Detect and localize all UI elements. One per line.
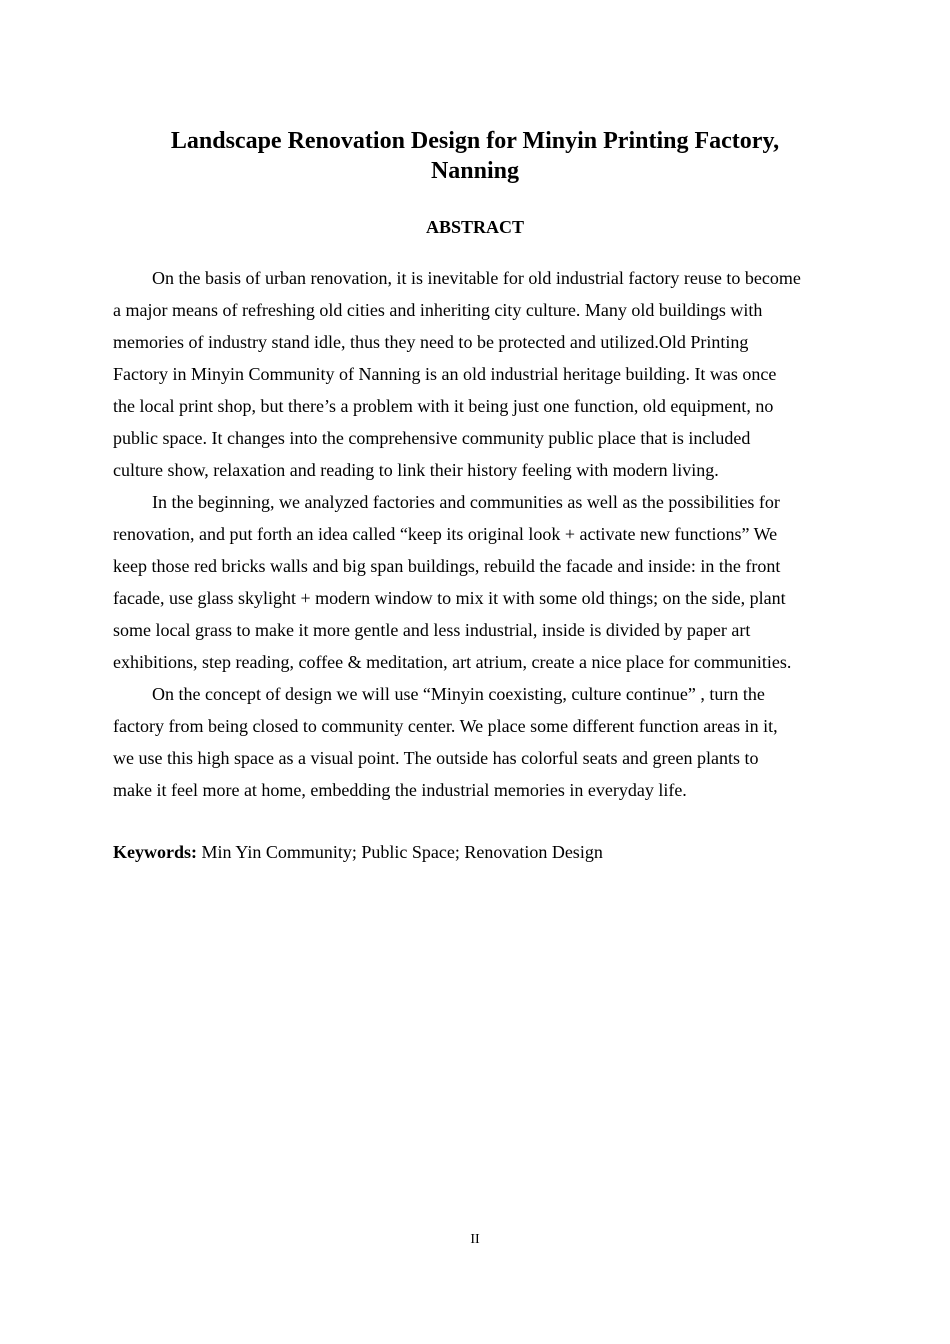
- abstract-paragraph: [113, 486, 844, 678]
- keywords-label: Keywords:: [113, 842, 197, 862]
- text-line: On the concept of design we will use “Minyin coexisting, culture continue” , turn the: [152, 684, 765, 704]
- text-line: the local print shop, but there’s a problem with it being just one function, old equipment, no: [113, 396, 774, 416]
- text-line: Factory in Minyin Community of Nanning is an old industrial heritage building. It was once: [113, 364, 777, 384]
- text-line: we use this high space as a visual point. The outside has colorful seats and green plants to: [113, 748, 759, 768]
- keywords-text: Min Yin Community; Public Space; Renovation Design: [197, 842, 603, 862]
- text-line: On the basis of urban renovation, it is inevitable for old industrial factory reuse to become: [152, 268, 801, 288]
- text-line: exhibitions, step reading, coffee & meditation, art atrium, create a nice place for communities.: [113, 652, 792, 672]
- text-line: keep those red bricks walls and big span buildings, rebuild the facade and inside: in the front: [113, 556, 781, 576]
- abstract-body: [113, 262, 844, 806]
- text-line: facade, use glass skylight + modern window to mix it with some old things; on the side, plant: [113, 588, 786, 608]
- text-line: culture show, relaxation and reading to link their history feeling with modern living.: [113, 460, 719, 480]
- text-line: factory from being closed to community center. We place some different function areas in it,: [113, 716, 778, 736]
- text-line: public space. It changes into the comprehensive community public place that is included: [113, 428, 751, 448]
- text-line: In the beginning, we analyzed factories and communities as well as the possibilities for: [152, 492, 780, 512]
- text-line: renovation, and put forth an idea called “keep its original look + activate new functions” We: [113, 524, 778, 544]
- text-line: a major means of refreshing old cities and inheriting city culture. Many old buildings with: [113, 300, 763, 320]
- text-line: some local grass to make it more gentle and less industrial, inside is divided by paper art: [113, 620, 751, 640]
- abstract-paragraph: [113, 678, 844, 806]
- title-line: Landscape Renovation Design for Minyin Printing Factory,: [170, 128, 780, 154]
- text-line: make it feel more at home, embedding the industrial memories in everyday life.: [113, 780, 687, 800]
- abstract-paragraph: [113, 262, 844, 486]
- title-line: Nanning: [430, 158, 520, 184]
- abstract-heading: ABSTRACT: [425, 217, 525, 237]
- document-title: [0, 126, 950, 186]
- keywords: [113, 836, 844, 868]
- text-line: memories of industry stand idle, thus they need to be protected and utilized.Old Printing: [113, 332, 749, 352]
- page-number: II: [470, 1232, 480, 1247]
